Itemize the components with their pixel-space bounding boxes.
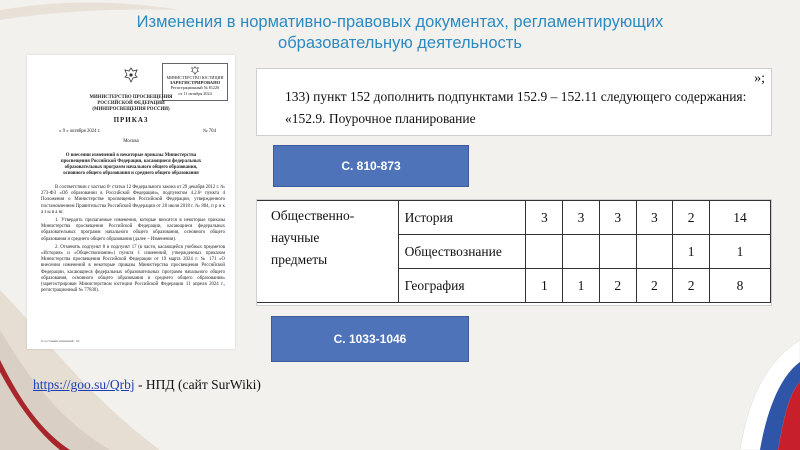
stamp-line1: МИНИСТЕРСТВО ЮСТИЦИИ [166, 75, 224, 80]
excerpt-line1: 133) пункт 152 дополнить подпунктами 152.9 – 152.11 следующего содержания: [285, 89, 747, 104]
flag-decoration-icon [690, 310, 800, 450]
order-document-image [27, 55, 235, 349]
order-paragraph: 1. Утвердить прилагаемые изменения, которые вносятся в некоторые приказы Министерства просвещения Российской Федерации, касающиеся федеральных образовательных программ начального общего образования, основного общего образования и среднего общего образования (далее – Изменения). [41, 218, 225, 242]
order-footer: О состоянии изменений · 02 [41, 339, 80, 343]
hours-cell [636, 235, 673, 269]
hours-cell: 2 [599, 269, 636, 303]
source-link-description: - НПД (сайт SurWiki) [134, 377, 261, 392]
slide-title-line1: Изменения в нормативно-правовых документах, регламентирующих [136, 13, 664, 31]
subject-group-line3: предметы [271, 252, 328, 267]
subject-cell: География [398, 269, 526, 303]
subject-group-line2: научные [271, 230, 320, 245]
order-subject: О внесении изменений в некоторые приказы Министерства просвещения Российской Федерации, касающиеся федеральных образовательных программ начального общего образования, основного общего образования и среднего общего образования [60, 153, 202, 176]
total-cell: 14 [709, 201, 770, 235]
order-heading: ПРИКАЗ [113, 116, 149, 124]
hours-cell: 1 [563, 269, 600, 303]
slide-title-line2: образовательную деятельность [278, 34, 522, 52]
order-body [41, 185, 225, 296]
excerpt-quote-end: »; [754, 71, 765, 86]
page-range-badge-2: С. 1033-1046 [271, 316, 469, 362]
hours-cell: 3 [526, 201, 563, 235]
hours-table [257, 200, 771, 303]
ministry-line1: МИНИСТЕРСТВО ПРОСВЕЩЕНИЯ [89, 95, 173, 100]
hours-cell: 2 [673, 201, 710, 235]
page-range-badge-1: С. 810-873 [273, 145, 469, 187]
stamp-reg-number: Регистрационный № 81226 [170, 85, 220, 91]
subject-group-line1: Общественно- [271, 208, 355, 223]
subject-group-cell [257, 201, 398, 303]
subject-cell: Обществознание [398, 235, 526, 269]
total-cell: 1 [709, 235, 770, 269]
hours-cell: 1 [673, 235, 710, 269]
stamp-coat-of-arms-icon [191, 66, 199, 75]
ministry-line3: (МИНПРОСВЕЩЕНИЯ РОССИИ) [92, 107, 170, 112]
source-link-line [33, 377, 261, 393]
order-city: Москва [123, 139, 139, 144]
hours-cell [563, 235, 600, 269]
order-number: № 704 [203, 129, 216, 134]
order-date: « 9 » октября 2024 г. [59, 129, 101, 134]
hours-cell: 2 [636, 269, 673, 303]
subject-cell: История [398, 201, 526, 235]
ministry-name [27, 95, 235, 113]
document-excerpt-1 [256, 68, 772, 136]
hours-cell: 3 [563, 201, 600, 235]
stamp-title: ЗАРЕГИСТРИРОВАНО [169, 80, 221, 86]
document-excerpt-2 [256, 199, 772, 306]
hours-cell: 2 [673, 269, 710, 303]
order-paragraph: 2. Отменить подпункт 8 и подпункт 17 (в части, касающейся учебных предметов «История» и «Обществознание») пункта 1 изменений, утвержденных приказом Министерства просвещения Российской Федерации от 19 марта 2024 г. № 171 «О внесении изменений в некоторые приказы Министерства просвещения Российской Федерации, касающиеся федеральных образовательных программ начального общего образования, основного общего образования и среднего общего образования» (зарегистрирован Министерством юстиции Российской Федерации 11 апреля 2024 г., регистрационный № 77830). [41, 244, 225, 294]
hours-cell: 3 [599, 201, 636, 235]
source-link[interactable]: https://goo.su/Qrbj [33, 377, 135, 392]
coat-of-arms-icon [124, 67, 138, 83]
slide-title [120, 12, 680, 54]
hours-cell [526, 235, 563, 269]
order-paragraph: В соответствии с частью 6¹ статьи 12 Федерального закона от 29 декабря 2012 г. № 273-ФЗ «Об образовании в Российской Федерации», подпунктом 4.2.6¹ пункта 4 Положения о Министерстве просвещения Российской Федерации, утвержденного постановлением Правительства Российской Федерации от 28 июля 2018 г. № 884, п р и к а з ы в а ю: [41, 185, 225, 215]
ministry-line2: РОССИЙСКОЙ ФЕДЕРАЦИИ [97, 101, 165, 106]
hours-cell: 1 [526, 269, 563, 303]
excerpt-line2: «152.9. Поурочное планирование [285, 111, 476, 126]
table-row [257, 201, 771, 235]
total-cell: 8 [709, 269, 770, 303]
hours-cell: 3 [636, 201, 673, 235]
hours-cell [599, 235, 636, 269]
stamp-date: от 11 октября 2024 [178, 90, 212, 96]
